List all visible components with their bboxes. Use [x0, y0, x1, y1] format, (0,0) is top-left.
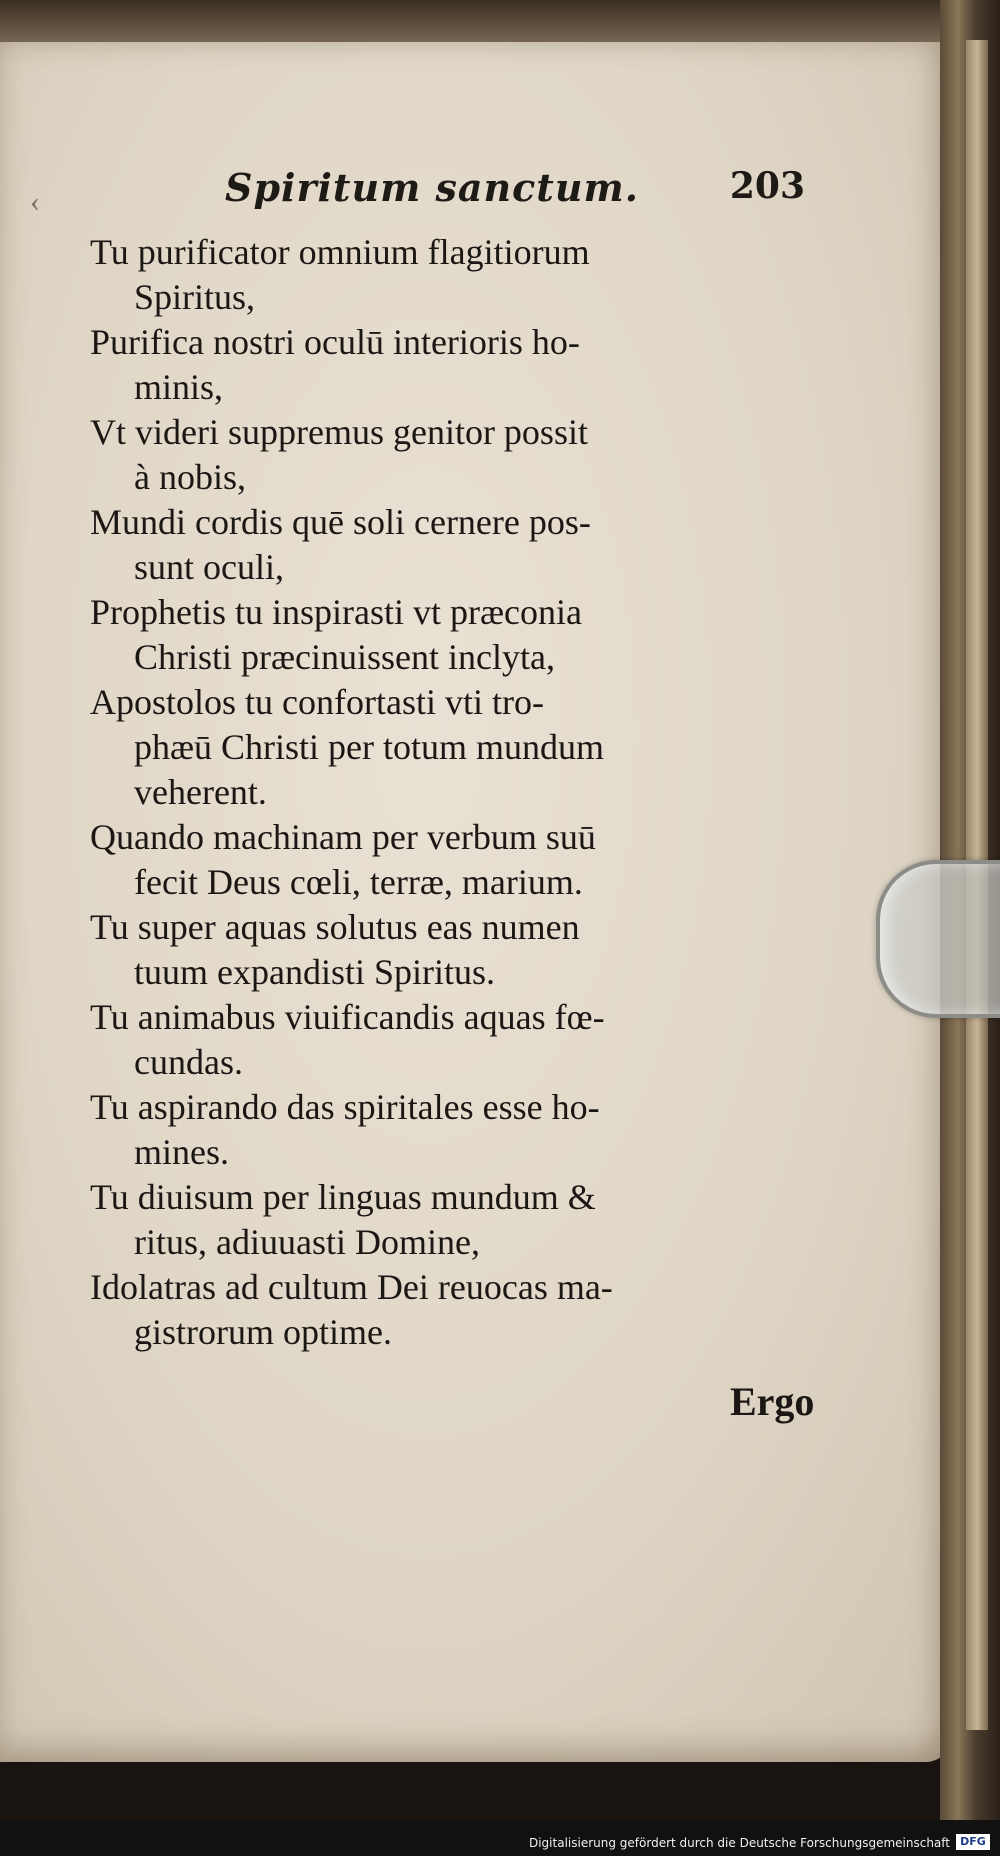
- text-line: Tu animabus viuificandis aquas fœ-: [90, 997, 605, 1037]
- text-line: minis,: [134, 367, 224, 407]
- text-line: Tu purificator omnium flagitiorum: [90, 232, 590, 272]
- dfg-logo: DFG: [956, 1834, 990, 1850]
- text-block: [90, 230, 850, 1355]
- page-holder-clip: [876, 860, 1000, 1018]
- text-line: Tu aspirando das spiritales esse ho-: [90, 1087, 600, 1127]
- text-line: veherent.: [134, 772, 267, 812]
- running-head: [225, 165, 805, 215]
- text-line: phæū Christi per totum mundum: [134, 727, 605, 767]
- margin-mark: ‹: [30, 185, 40, 218]
- text-line: tuum expandisti Spiritus.: [134, 952, 496, 992]
- text-line: Purifica nostri oculū interioris ho-: [90, 322, 580, 362]
- text-line: gistrorum optime.: [134, 1312, 392, 1352]
- text-line: Mundi cordis quē soli cernere pos-: [90, 502, 591, 542]
- text-line: Christi præcinuissent inclyta,: [134, 637, 555, 677]
- text-line: Idolatras ad cultum Dei reuocas ma-: [90, 1267, 613, 1307]
- text-line: Quando machinam per verbum suū: [90, 817, 596, 857]
- text-line: mines.: [134, 1132, 229, 1172]
- text-line: Tu diuisum per linguas mundum &: [90, 1177, 596, 1217]
- text-line: Spiritus,: [134, 277, 256, 317]
- text-line: Tu super aquas solutus eas numen: [90, 907, 580, 947]
- text-line: fecit Deus cœli, terræ, marium.: [134, 862, 583, 902]
- text-line: à nobis,: [134, 457, 246, 497]
- text-line: sunt oculi,: [134, 547, 284, 587]
- text-line: cundas.: [134, 1042, 243, 1082]
- text-line: Vt videri suppremus genitor possit: [90, 412, 588, 452]
- running-title: Spiritum sanctum.: [225, 165, 639, 210]
- text-line: Prophetis tu inspirasti vt præconia: [90, 592, 582, 632]
- page-number: 203: [729, 165, 805, 207]
- footer-credit: Digitalisierung gefördert durch die Deutsche Forschungsgemeinschaft: [528, 1836, 950, 1850]
- catchword: Ergo: [730, 1379, 815, 1424]
- text-line: ritus, adiuuasti Domine,: [134, 1222, 480, 1262]
- text-line: Apostolos tu confortasti vti tro-: [90, 682, 544, 722]
